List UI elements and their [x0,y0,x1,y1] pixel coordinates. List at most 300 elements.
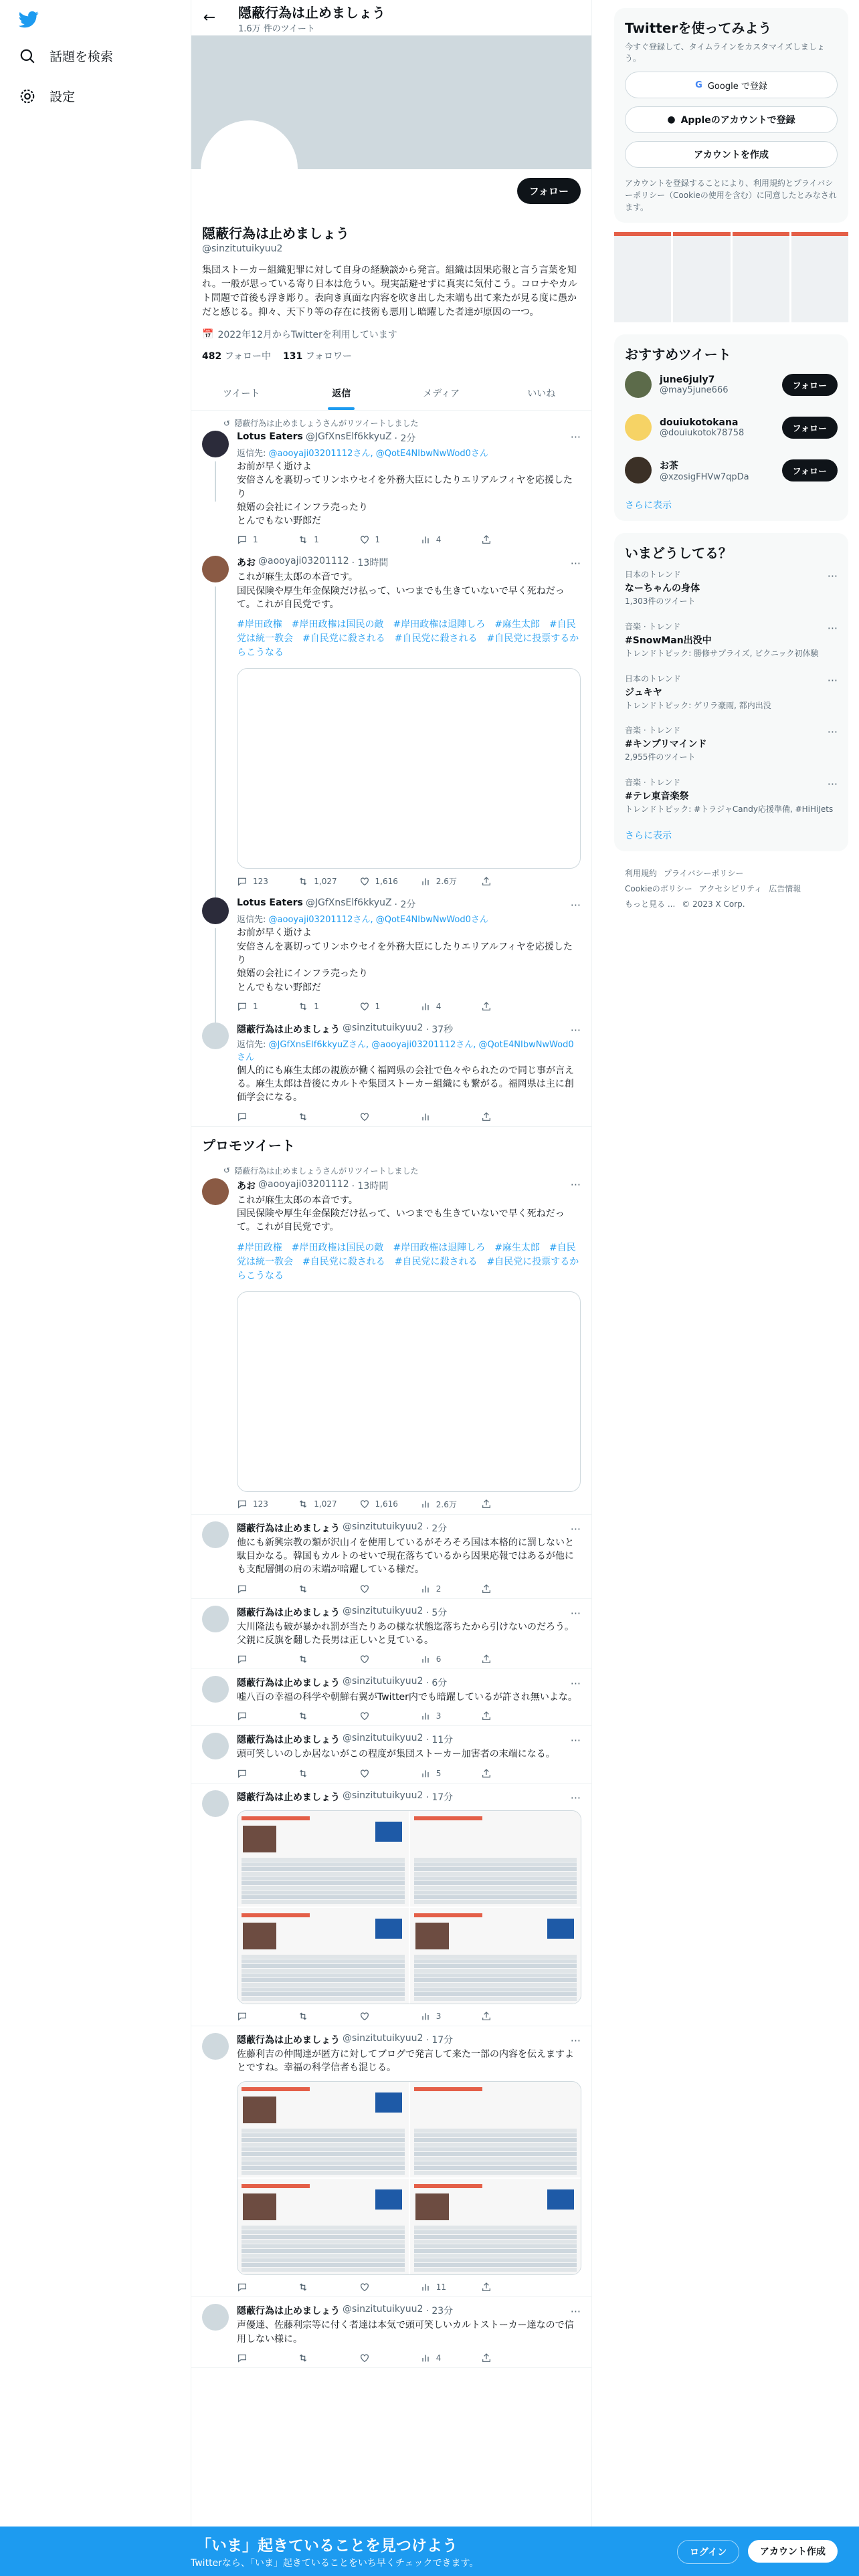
footer-link[interactable]: Cookieのポリシー [625,883,692,893]
more-icon[interactable]: ··· [570,557,581,570]
tweet-text: お前が早く逝けよ 安倍さんを裏切ってリンホウセイを外務大臣にしたりエリアルフィヤを応援したり 娘婿の会社にインフラ売ったり とんでもない野郎だ [237,928,573,993]
avatar[interactable] [625,414,652,441]
share-button[interactable] [481,1584,521,1594]
tweet-media[interactable] [237,1291,581,1492]
more-icon[interactable]: ··· [827,570,838,582]
retweet-note [223,417,581,429]
views-button[interactable] [420,1499,460,1510]
tweet-author-name[interactable]: 隠蔽行為は止めましょう [237,1792,340,1803]
tweet-author-handle[interactable]: @sinzitutuikyuu2 [343,1605,423,1616]
tweet-author-handle[interactable]: @sinzitutuikyuu2 [343,2304,423,2315]
tweet-actions [237,1711,521,1721]
share-button[interactable] [481,875,521,887]
reply-count: 1 [253,535,258,545]
retweet-button[interactable] [298,2282,338,2292]
tab-replies[interactable]: 返信 [292,376,392,410]
view-count: 5 [436,1768,442,1778]
tweet-time[interactable]: · 5分 [425,1607,448,1618]
reply-button[interactable] [237,2353,277,2363]
tweet-author-name[interactable]: 隠蔽行為は止めましょう [237,1607,340,1618]
reply-count: 123 [253,1499,268,1509]
analytics-icon [420,1768,431,1779]
view-count: 2 [436,1584,442,1594]
like-button[interactable] [359,1654,399,1665]
tweet[interactable] [191,1669,591,1726]
tweet-author-handle[interactable]: @JGfXnsElf6kkyuZ [305,431,392,442]
tweet-actions [237,1654,521,1665]
share-button[interactable] [481,2353,521,2363]
search-icon [19,47,36,65]
tweet-time[interactable]: · 13時間 [351,558,389,569]
trend-item[interactable] [614,666,848,718]
retweet-button[interactable] [298,2353,338,2363]
tweet-media-grid[interactable] [237,2081,581,2275]
bottom-signup-bar [0,2527,859,2576]
more-icon[interactable]: ··· [570,1791,581,1804]
more-icon[interactable]: ··· [827,621,838,635]
tab-media[interactable]: メディア [423,388,460,399]
tweet-hashtags[interactable]: #岸田政権 #岸田政権は国民の敵 #岸田政権は退陣しろ #麻生太郎 #自民党は統一教会 #自民党に殺される #自民党に殺される #自民党に投票するからこうなる [237,1242,579,1281]
avatar[interactable] [625,457,652,484]
like-button[interactable] [359,1111,399,1122]
signup-title: Twitterを使ってみよう [625,20,772,36]
avatar[interactable] [202,1178,229,1205]
retweet-icon [298,876,308,887]
bottom-subtitle: Twitterなら、「いま」起きていることをいち早くチェックできます。 [191,2558,479,2569]
trend-extra: 1,303件のツイート [625,597,696,606]
tweet-author-handle[interactable]: @sinzitutuikyuu2 [343,1521,423,1532]
share-button[interactable] [481,2011,521,2022]
share-icon [481,2353,492,2363]
twitter-logo-icon[interactable] [19,9,39,29]
tweet-author-name[interactable]: Lotus Eaters [237,431,303,442]
analytics-icon [420,1584,431,1594]
retweet-button[interactable] [298,1111,338,1122]
tweet-actions [237,875,521,887]
analytics-icon [420,2011,431,2022]
reply-icon [237,876,248,887]
media-image[interactable] [410,1811,581,1907]
heart-icon [359,2353,370,2363]
trend-extra: トレンドトピック: #トラジャCandy応援準備, #HiHiJets [625,804,834,815]
views-button[interactable] [420,1001,460,1012]
tweet-text: 他にも新興宗教の類が沢山イを使用しているがそろそろ国は本格的に罰しないと駄目かなる。韓国もカルトのせいで現在落ちているから因果応報ではあるが他にも支配層側の肩の末端が暗躍している様だ。 [237,1537,574,1576]
tweet-author-name[interactable]: 隠蔽行為は止めましょう [237,1678,340,1689]
reply-targets[interactable]: @aooyaji03201112さん, @QotE4NIbwNwWod0さん [268,915,488,926]
reply-button[interactable] [237,875,277,887]
views-button[interactable] [420,1654,460,1665]
profile-header [191,0,591,35]
show-more-link[interactable]: さらに表示 [625,830,672,841]
trend-meta: 音楽 · トレンド [625,778,681,788]
login-button[interactable]: ログイン [677,2540,739,2564]
apple-signup-button[interactable] [625,106,838,133]
reply-icon [237,1111,248,1122]
tweet-time[interactable]: · 2分 [425,1523,448,1534]
trend-meta: 日本のトレンド [625,570,681,579]
copyright: © 2023 X Corp. [682,899,745,909]
like-button[interactable] [359,2353,399,2363]
analytics-icon [420,1499,431,1509]
trend-item[interactable] [614,770,848,822]
profile-joined-text: 2022年12月からTwitterを利用しています [217,330,397,340]
footer-link[interactable]: 広告情報 [769,883,801,893]
heart-icon [359,1584,370,1594]
tweet[interactable] [191,549,591,891]
like-button[interactable] [359,1001,399,1012]
tweet-author-name[interactable]: あお [237,1180,256,1192]
tweet[interactable] [191,411,591,549]
more-icon[interactable]: ··· [570,1734,581,1747]
tweet-author-name[interactable]: Lotus Eaters [237,897,303,909]
trend-item[interactable] [614,614,848,666]
retweet-icon [298,1768,308,1779]
more-icon[interactable]: ··· [570,1522,581,1535]
like-count: 1,616 [375,1499,398,1509]
share-icon [481,2282,492,2292]
tweet-author-handle[interactable]: @sinzitutuikyuu2 [343,1676,423,1687]
retweet-icon [298,534,308,545]
followers-link[interactable] [283,349,352,362]
like-button[interactable] [359,875,399,887]
reply-button[interactable] [237,1711,277,1721]
reply-targets[interactable]: @JGfXnsElf6kkyuZさん, @aooyaji03201112さん, @QotE4NIbwNwWod0さん [237,1039,574,1063]
reply-button[interactable] [237,1499,277,1510]
more-icon[interactable]: ··· [827,778,838,791]
tweet[interactable] [191,1515,591,1599]
retweet-icon [298,2353,308,2363]
following-count: 482 [202,351,222,362]
analytics-icon [420,1111,431,1122]
media-image[interactable] [237,2082,409,2177]
create-account-button[interactable]: アカウントを作成 [625,141,838,168]
more-icon[interactable]: ··· [570,1178,581,1191]
trend-meta: 音楽 · トレンド [625,621,681,631]
analytics-icon [420,1711,431,1721]
reply-icon [237,1768,248,1779]
like-button[interactable] [359,1711,399,1721]
tweet[interactable] [191,1599,591,1670]
tweet-author-name[interactable]: 隠蔽行為は止めましょう [237,1024,340,1035]
avatar[interactable] [202,1790,229,1817]
media-thumb[interactable] [673,232,730,322]
tweet-media[interactable] [237,668,581,869]
views-button[interactable] [420,2282,460,2292]
analytics-icon [420,534,431,545]
avatar[interactable] [202,897,229,924]
tweet[interactable] [191,1726,591,1783]
share-button[interactable] [481,2282,521,2292]
share-button[interactable] [481,1768,521,1779]
timeline [191,1515,591,2368]
tweet-time[interactable]: · 37秒 [425,1024,454,1035]
media-image[interactable] [410,2179,581,2274]
media-thumb[interactable] [733,232,789,322]
promo-tweet[interactable] [191,1158,591,1515]
reply-button[interactable] [237,2011,277,2022]
heart-icon [359,2282,370,2292]
more-icon[interactable]: ··· [827,673,838,687]
views-button[interactable] [420,1768,460,1779]
trend-name: ジュキヤ [625,687,662,698]
tweet-time[interactable]: · 2分 [394,899,416,911]
retweet-icon [298,1111,308,1122]
media-image[interactable] [237,1811,409,1907]
profile-avatar[interactable] [201,120,298,217]
views-button[interactable] [420,534,460,545]
trend-name: #キンプリマインド [625,739,707,750]
signup-subtitle: 今すぐ登録して、タイムラインをカスタマイズしましょう。 [625,42,825,63]
retweet-button[interactable] [298,1499,338,1510]
view-count: 3 [436,2011,442,2021]
reply-icon [237,2011,248,2022]
nav-explore[interactable] [19,47,113,65]
follow-button[interactable]: フォロー [782,417,838,439]
share-icon [481,1654,492,1665]
view-count: 3 [436,1711,442,1721]
follow-button[interactable]: フォロー [782,459,838,481]
trend-item[interactable] [614,562,848,614]
reply-icon [237,1001,248,1012]
share-icon [481,1768,492,1779]
recommend-user[interactable] [614,449,848,492]
share-button[interactable] [481,1001,521,1012]
calendar-icon: 📅 [202,329,214,340]
followers-label: フォロワー [305,351,352,362]
nav-settings[interactable] [19,87,75,105]
profile-handle: @sinzitutuikyuu2 [202,243,283,254]
tweet[interactable] [191,891,591,1015]
tab-tweets[interactable]: ツイート [223,388,260,399]
like-button[interactable] [359,1584,399,1594]
recommend-card [614,334,848,521]
retweet-icon [298,1654,308,1665]
share-button[interactable] [481,1111,521,1122]
avatar[interactable] [202,1521,229,1548]
reply-button[interactable] [237,1001,277,1012]
media-thumb[interactable] [614,232,671,322]
reply-icon [237,1584,248,1594]
tweet-author-name[interactable]: 隠蔽行為は止めましょう [237,2306,340,2317]
more-icon[interactable]: ··· [827,726,838,739]
tweet-time[interactable]: · 17分 [425,2034,454,2046]
retweet-note [223,1165,581,1176]
reply-icon [237,1711,248,1721]
avatar[interactable] [202,556,229,582]
tweet-time[interactable]: · 23分 [425,2306,454,2317]
tweet-author-name[interactable]: あお [237,558,256,569]
avatar[interactable] [202,2304,229,2331]
tweet-author-handle[interactable]: @sinzitutuikyuu2 [343,1790,423,1801]
tweet-time[interactable]: · 17分 [425,1792,454,1803]
tweet-time[interactable]: · 11分 [425,1735,454,1746]
recommend-title: おすすめツイート [625,346,731,362]
reply-count: 1 [253,1001,258,1011]
trends-title: いまどうしてる？ [625,545,732,561]
recommend-user[interactable] [614,406,848,449]
trend-extra: トレンドトピック: 勝修サプライズ, ビクニック初体験 [625,648,819,658]
tweet-time[interactable]: · 6分 [425,1678,448,1689]
retweet-button[interactable] [298,1584,338,1594]
share-button[interactable] [481,1711,521,1721]
footer-link[interactable]: もっと見る ... [625,899,676,909]
google-icon: G [695,80,702,90]
media-image[interactable] [410,1908,581,2004]
tweet-author-handle[interactable]: @JGfXnsElf6kkyuZ [305,897,392,909]
footer-link[interactable]: プライバシーポリシー [664,868,744,878]
tweet-time[interactable]: · 13時間 [351,1180,389,1192]
view-count: 6 [436,1654,442,1665]
back-arrow-icon[interactable]: ← [203,9,216,26]
like-button[interactable] [359,1499,399,1510]
tweet-author-name[interactable]: 隠蔽行為は止めましょう [237,1735,340,1746]
more-icon[interactable]: ··· [570,431,581,443]
views-button[interactable] [420,1584,460,1594]
tweet[interactable] [191,2297,591,2368]
signup-button[interactable]: アカウント作成 [748,2540,838,2563]
share-button[interactable] [481,1499,521,1510]
tweet-author-name[interactable]: 隠蔽行為は止めましょう [237,2034,340,2046]
like-button[interactable] [359,1768,399,1779]
more-icon[interactable]: ··· [570,1023,581,1037]
media-thumb[interactable] [791,232,848,322]
followers-count: 131 [283,351,303,362]
retweet-icon [298,2011,308,2022]
retweet-button[interactable] [298,1654,338,1665]
avatar[interactable] [202,1733,229,1759]
show-more-link[interactable]: さらに表示 [625,500,672,511]
tweet-text: これが麻生太郎の本音です。 国民保険や厚生年金保険だけ払って、いつまでも生きていないで早く死ねだって。これが自民党です。 [237,1194,565,1233]
share-button[interactable] [481,534,521,545]
avatar[interactable] [202,431,229,457]
share-icon [481,1111,492,1122]
reply-button[interactable] [237,1584,277,1594]
reply-button[interactable] [237,1768,277,1779]
retweet-icon [298,1711,308,1721]
avatar[interactable] [202,1676,229,1703]
reply-button[interactable] [237,1111,277,1122]
tweet-author-handle[interactable]: @aooyaji03201112 [258,1178,349,1190]
media-image[interactable] [237,2179,409,2274]
more-icon[interactable]: ··· [570,2034,581,2047]
tweet-text: 佐藤利吉の仲間達が匿方に対してブログで発言して来た一部の内容を伝えますよとですね。幸福の科学信者も混じる。 [237,2048,574,2074]
tweet-author-handle[interactable]: @sinzitutuikyuu2 [343,1733,423,1744]
more-icon[interactable]: ··· [570,2305,581,2319]
header-title: 隠蔽行為は止めましょう [238,4,385,21]
retweet-button[interactable] [298,1001,338,1012]
tweet-author-handle[interactable]: @aooyaji03201112 [258,556,349,567]
more-icon[interactable]: ··· [570,1606,581,1620]
tweet-text: 嘘八百の幸福の科学や朝鮮右翼がTwitter内でも暗躍しているが許され無いよな。 [237,1692,577,1703]
views-button[interactable] [420,1111,460,1122]
more-icon[interactable]: ··· [570,899,581,912]
rec-name: june6july7 [660,374,715,385]
footer-link[interactable]: アクセシビリティ [698,883,763,893]
retweet-button[interactable] [298,1711,338,1721]
avatar[interactable] [202,1023,229,1049]
share-icon [481,876,492,887]
retweet-button[interactable] [298,2011,338,2022]
retweet-icon: ↺ [223,418,231,428]
avatar[interactable] [625,371,652,398]
like-button[interactable] [359,534,399,545]
views-button[interactable] [420,875,460,887]
gear-icon [19,88,36,105]
tweet[interactable] [191,1016,591,1127]
views-button[interactable] [420,2353,460,2363]
tweet-time[interactable]: · 2分 [394,433,416,444]
tweet-media-grid[interactable] [237,1810,581,2004]
reply-button[interactable] [237,534,277,545]
tweet-author-handle[interactable]: @sinzitutuikyuu2 [343,1022,423,1033]
follow-button[interactable]: フォロー [517,178,581,204]
reply-button[interactable] [237,2282,277,2292]
heart-icon [359,534,370,545]
tweet[interactable] [191,2026,591,2298]
like-button[interactable] [359,2011,399,2022]
like-button[interactable] [359,2282,399,2292]
tab-likes[interactable]: いいね [527,388,556,399]
retweet-button[interactable] [298,1768,338,1779]
retweet-count: 1,027 [314,876,337,886]
share-icon [481,1711,492,1721]
profile-name: 隠蔽行為は止めましょう [202,225,349,241]
avatar[interactable] [202,2033,229,2060]
rec-name: お茶 [660,460,678,471]
trend-item[interactable] [614,718,848,770]
share-button[interactable] [481,1654,521,1665]
following-link[interactable] [202,349,271,362]
retweet-button[interactable] [298,875,338,887]
profile-info [191,223,591,362]
follow-button[interactable]: フォロー [782,374,838,396]
reply-button[interactable] [237,1654,277,1665]
profile-bio: 集団ストーカー組織犯罪に対して自身の経験談から発言。組織は因果応報と言う言葉を知れ。一般が思っている寄り日本は危うい。現実話避せずに真実に気付こう。コロナやカルト問題で首後も浮き彫り。表向き真面な内容を吹き出した末端も出て来たが見る度に愚かだと感じる。抑々、天下り等の存在に技術も悪用し暗躍した者達が原因の一つ。 [202,265,577,318]
reply-icon [237,2282,248,2292]
tweet-text: 個人的にも麻生太郎の親族が働く福岡県の会社で色々やられたので同じ事が言える。麻生太郎は昔後にカルトや集団ストーカー組織にも繋がる。福岡県は主に創価学会になる。 [237,1065,574,1103]
reply-to [237,1037,581,1063]
views-button[interactable] [420,2011,460,2022]
media-image[interactable] [410,2082,581,2177]
rec-handle: @xzosigFHVw7qpDa [660,471,749,482]
media-image[interactable] [237,1908,409,2004]
retweet-icon [298,1584,308,1594]
google-signup-button[interactable] [625,72,838,98]
tweet-actions [237,2353,521,2363]
footer-link[interactable]: 利用規約 [625,868,658,878]
tweet-author-name[interactable]: 隠蔽行為は止めましょう [237,1523,340,1534]
tweet-actions [237,1584,521,1594]
reply-targets[interactable]: @aooyaji03201112さん, @QotE4NIbwNwWod0さん [268,449,488,459]
signup-terms[interactable]: アカウントを登録することにより、利用規約とプライバシーポリシー（Cookieの使用を含む）に同意したとみなされます。 [625,179,837,212]
retweet-button[interactable] [298,534,338,545]
profile-follow-stats [202,349,581,362]
retweet-count: 1,027 [314,1499,337,1509]
retweet-icon: ↺ [223,1166,231,1176]
media-thumbnails[interactable] [614,232,848,322]
views-button[interactable] [420,1711,460,1721]
more-icon[interactable]: ··· [570,1677,581,1691]
avatar[interactable] [202,1606,229,1632]
tweet-author-handle[interactable]: @sinzitutuikyuu2 [343,2032,423,2044]
view-count: 2.6万 [436,1499,457,1509]
share-icon [481,534,492,545]
recommend-user[interactable] [614,363,848,406]
retweet-note-text: 隠蔽行為は止めましょうさんがリツイートしました [234,419,419,428]
tweet[interactable] [191,1784,591,2026]
tweet-hashtags[interactable]: #岸田政権 #岸田政権は国民の敵 #岸田政権は退陣しろ #麻生太郎 #自民党は統一教会 #自民党に殺される #自民党に殺される #自民党に投票するからこうなる [237,619,579,659]
trend-name: なーちゃんの身体 [625,583,700,594]
